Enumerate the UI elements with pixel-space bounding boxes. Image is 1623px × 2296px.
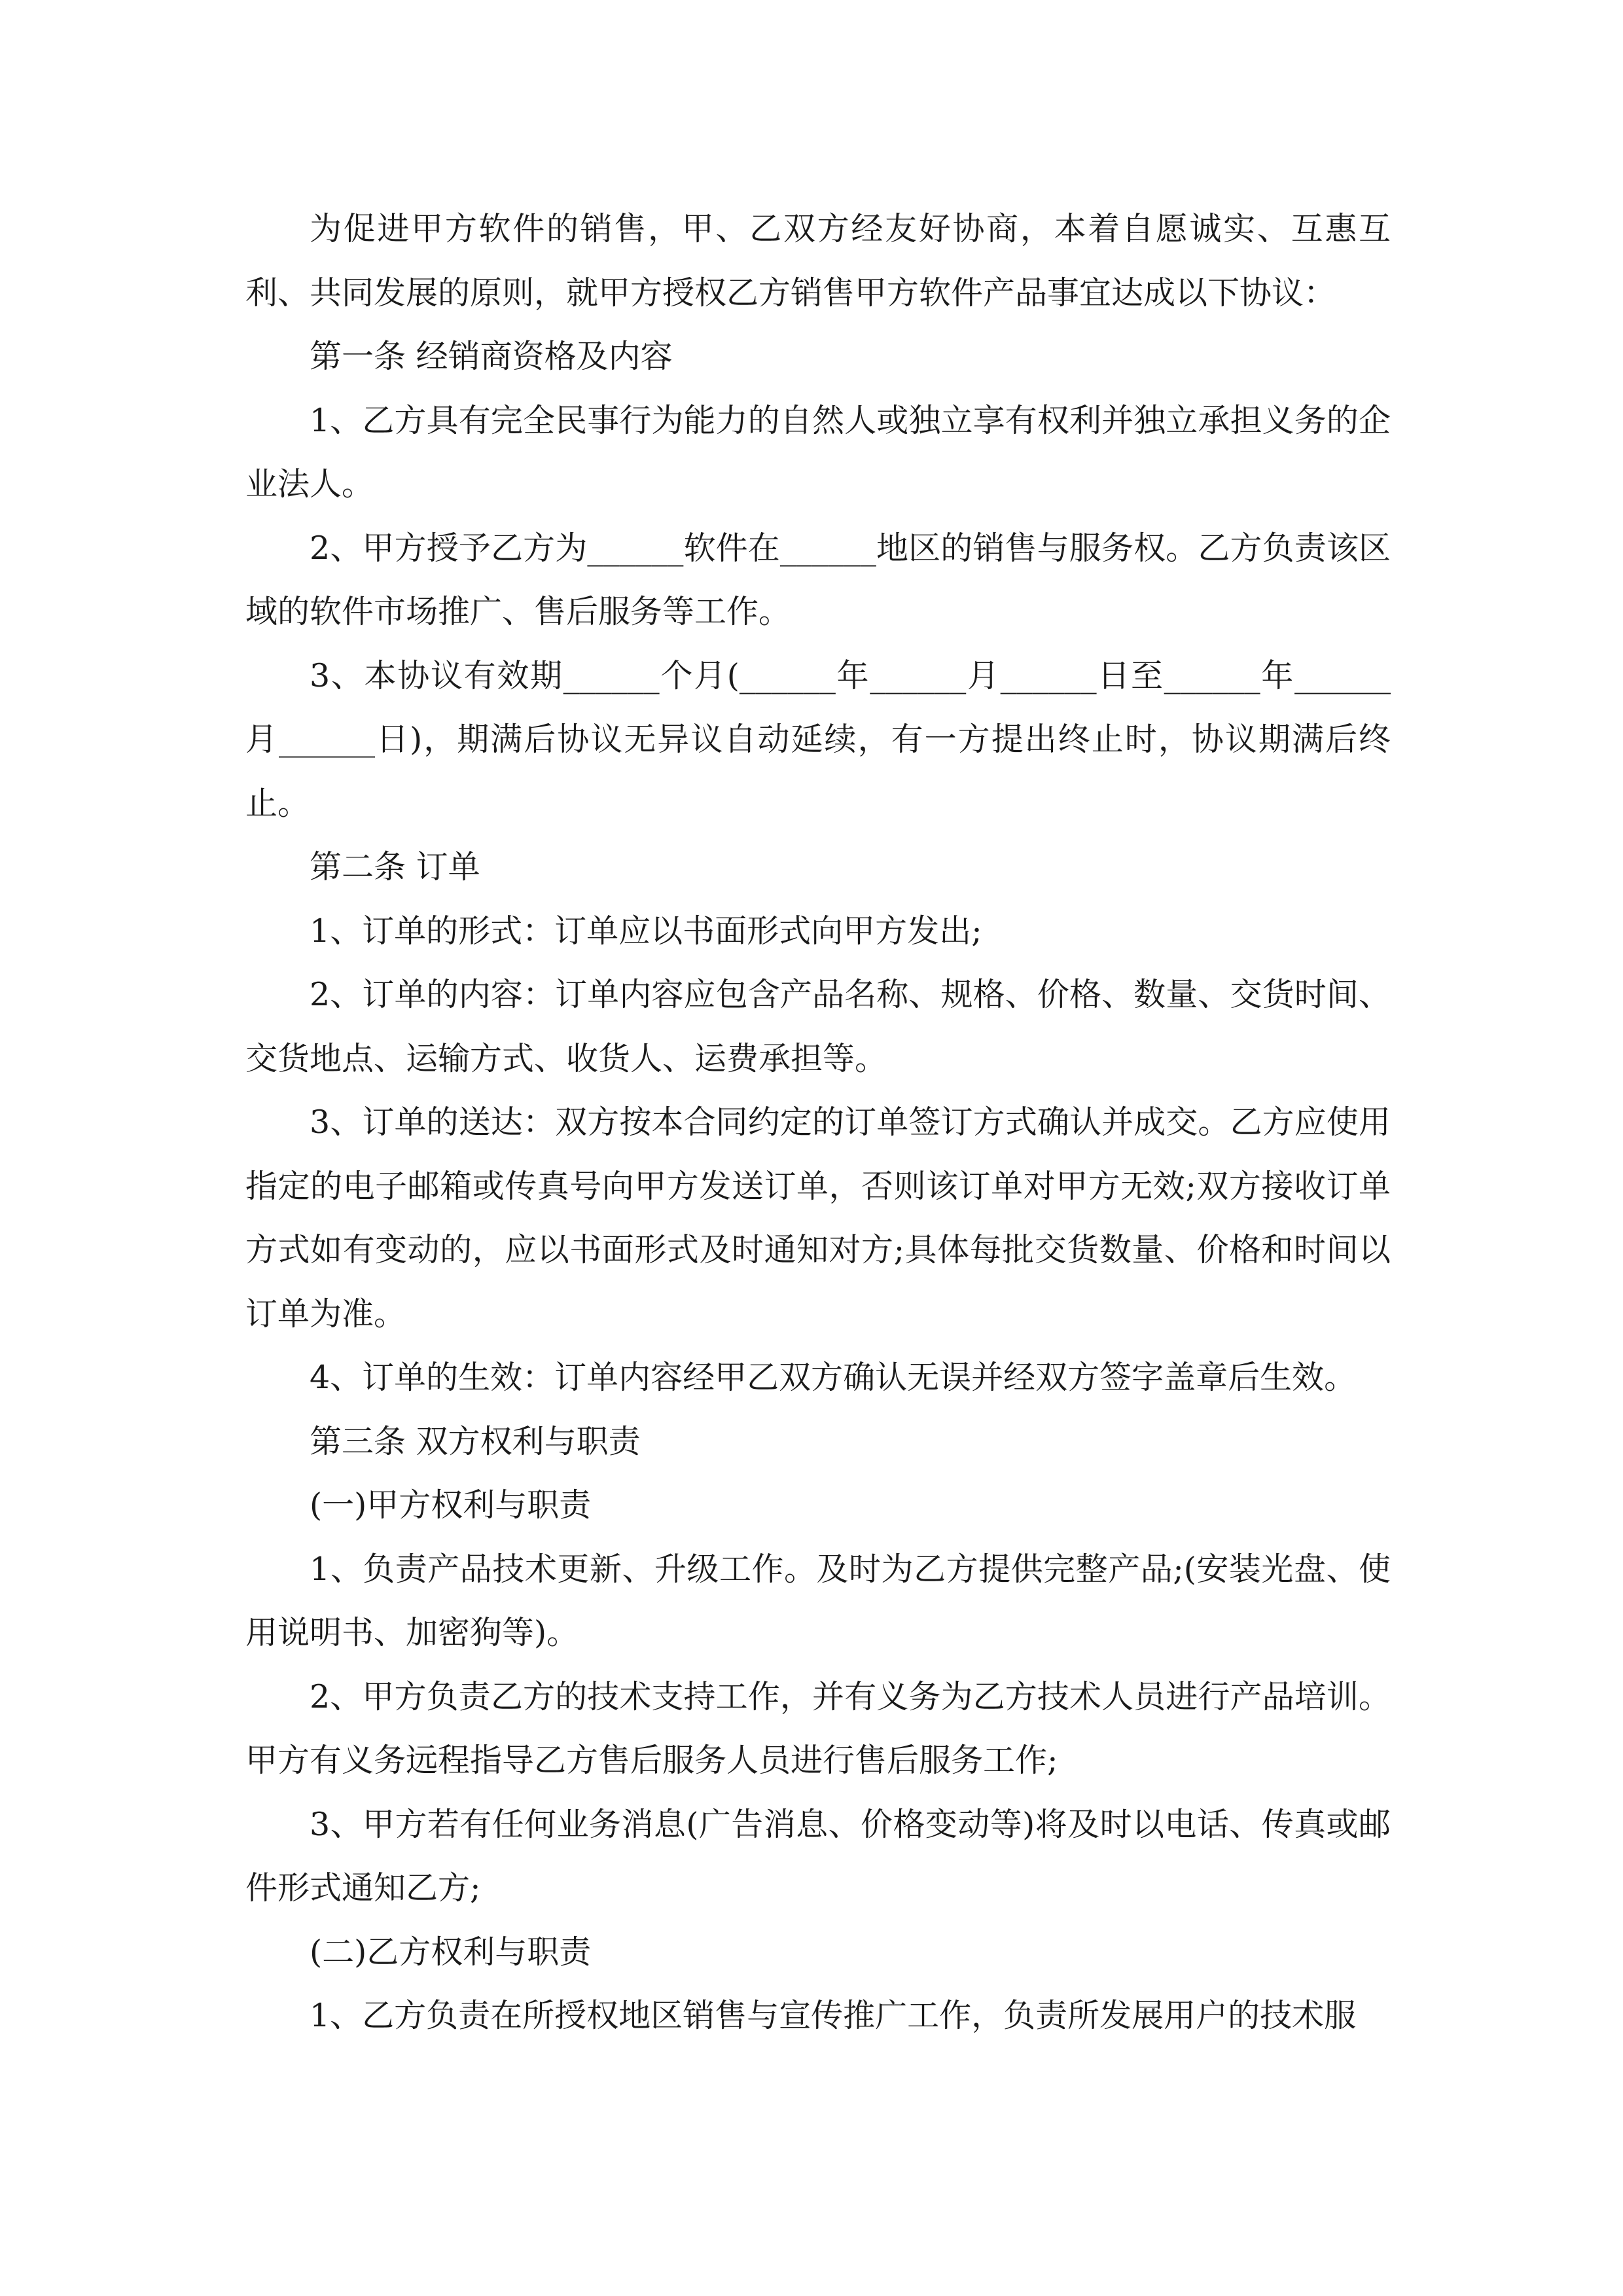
article-1-clause-3: 3、本协议有效期______个月(______年______月______日至______年______月______日)，期满后协议无异议自动延续，有一方提出终止时，协议期满后终止。 — [245, 656, 1391, 822]
party-a-subheading: (一)甲方权利与职责 — [310, 1486, 592, 1524]
article-2-clause-1: 1、订单的形式：订单应以书面形式向甲方发出; — [310, 912, 982, 950]
article-3-heading: 第三条 双方权利与职责 — [310, 1422, 641, 1460]
party-a-clause-1: 1、负责产品技术更新、升级工作。及时为乙方提供完整产品;(安装光盘、使用说明书、加密狗等)。 — [245, 1550, 1391, 1651]
party-a-clause-2: 2、甲方负责乙方的技术支持工作，并有义务为乙方技术人员进行产品培训。甲方有义务远程指导乙方售后服务人员进行售后服务工作; — [245, 1677, 1391, 1779]
article-2-clause-4: 4、订单的生效：订单内容经甲乙双方确认无误并经双方签字盖章后生效。 — [310, 1359, 1357, 1396]
article-1-clause-2: 2、甲方授予乙方为______软件在______地区的销售与服务权。乙方负责该区域的软件市场推广、售后服务等工作。 — [245, 529, 1391, 630]
article-2-clause-3: 3、订单的送达：双方按本合同约定的订单签订方式确认并成交。乙方应使用指定的电子邮箱或传真号向甲方发送订单，否则该订单对甲方无效;双方接收订单方式如有变动的，应以书面形式及时通知对方;具体每批交货数量、价格和时间以订单为准。 — [245, 1103, 1391, 1333]
intro-paragraph: 为促进甲方软件的销售，甲、乙双方经友好协商，本着自愿诚实、互惠互利、共同发展的原则，就甲方授权乙方销售甲方软件产品事宜达成以下协议： — [245, 210, 1391, 312]
article-1-clause-1: 1、乙方具有完全民事行为能力的自然人或独立享有权利并独立承担义务的企业法人。 — [245, 401, 1391, 503]
document-body — [245, 197, 1391, 2048]
party-a-clause-3: 3、甲方若有任何业务消息(广告消息、价格变动等)将及时以电话、传真或邮件形式通知乙方; — [245, 1805, 1391, 1907]
party-b-clause-1: 1、乙方负责在所授权地区销售与宣传推广工作，负责所发展用户的技术服 — [310, 1997, 1357, 2034]
article-2-clause-2: 2、订单的内容：订单内容应包含产品名称、规格、价格、数量、交货时间、交货地点、运输方式、收货人、运费承担等。 — [245, 976, 1391, 1077]
article-2-heading: 第二条 订单 — [310, 848, 480, 886]
party-b-subheading: (二)乙方权利与职责 — [310, 1933, 592, 1971]
article-1-heading: 第一条 经销商资格及内容 — [310, 338, 673, 375]
